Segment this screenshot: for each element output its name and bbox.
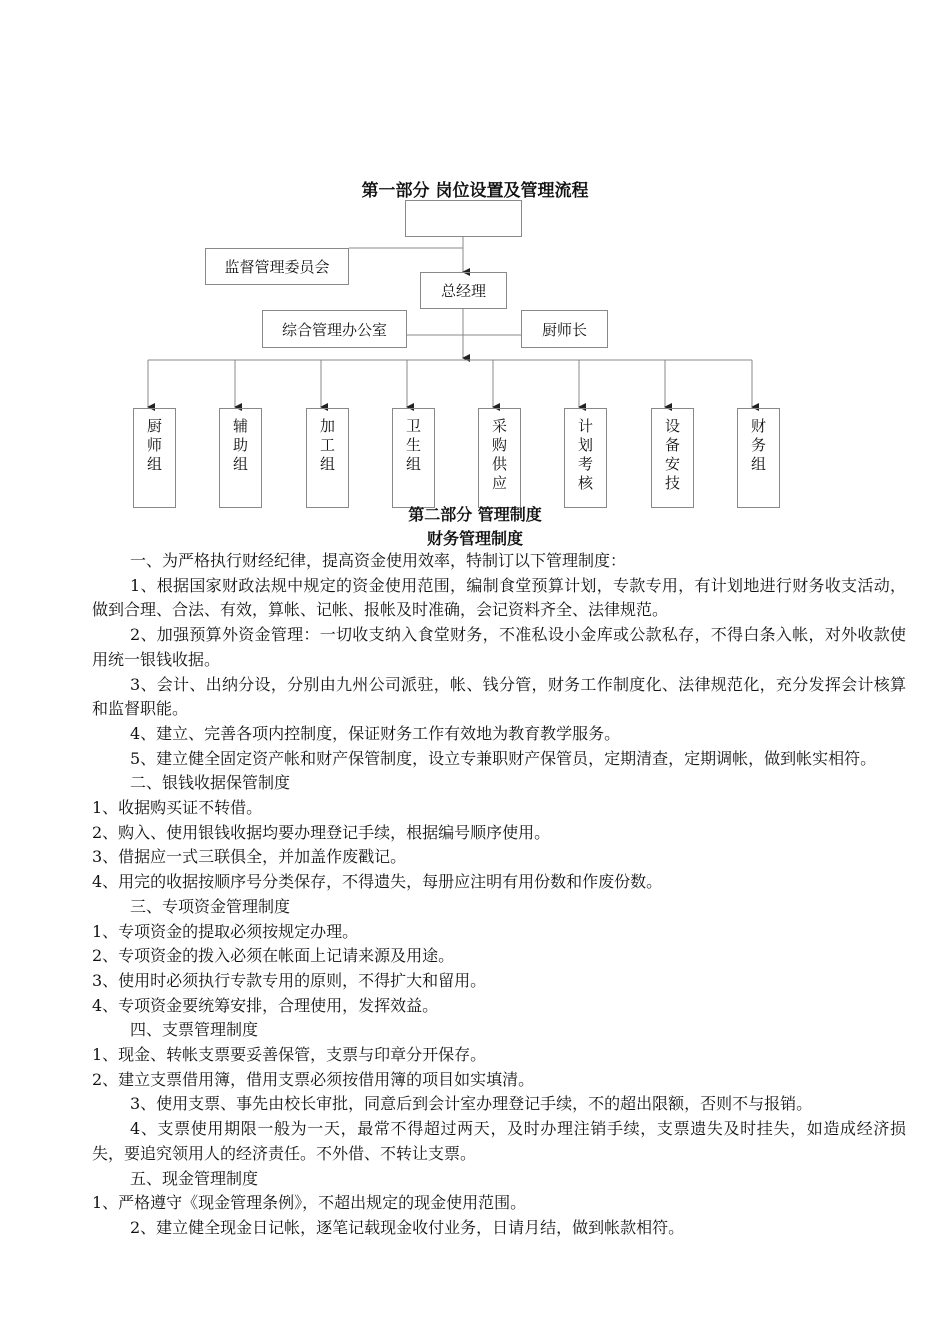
org-group-char: 采 xyxy=(491,417,507,435)
body-paragraph: 2、建立健全现金日记帐，逐笔记载现金收付业务，日请月结，做到帐款相符。 xyxy=(130,1217,685,1237)
body-paragraph: 一、为严格执行财经纪律，提高资金使用效率，特制订以下管理制度： xyxy=(130,551,627,570)
org-group-box xyxy=(737,408,780,508)
body-paragraph: 1、现金、转帐支票要妥善保管，支票与印章分开保存。 xyxy=(92,1045,487,1065)
org-group-char: 组 xyxy=(319,455,335,473)
org-group-char: 计 xyxy=(577,417,593,435)
finance-title: 财务管理制度 xyxy=(426,529,523,548)
org-office-box: 综合管理办公室 xyxy=(262,310,407,348)
org-group-char: 务 xyxy=(750,436,766,454)
org-group-box xyxy=(564,408,607,508)
org-group-char: 辅 xyxy=(232,417,248,435)
org-group-char: 考 xyxy=(577,455,593,473)
org-group-char: 组 xyxy=(405,455,421,473)
org-group-char: 技 xyxy=(664,474,680,492)
body-paragraph: 2、加强预算外资金管理：一切收支纳入食堂财务，不准私设小金库或公款私存，不得白条入帐，对外收款使用统一银钱收据。 xyxy=(92,625,906,669)
body-paragraph: 2、建立支票借用簿，借用支票必须按借用簿的项目如实填清。 xyxy=(92,1069,535,1089)
body-paragraph: 二、银钱收据保管制度 xyxy=(130,773,291,793)
body-paragraph: 四、支票管理制度 xyxy=(130,1020,259,1040)
body-paragraph: 3、使用时必须执行专款专用的原则，不得扩大和留用。 xyxy=(92,970,487,990)
org-group-box xyxy=(392,408,435,508)
body-paragraph: 4、专项资金要统筹安排，合理使用，发挥效益。 xyxy=(92,995,439,1015)
body-paragraph: 4、用完的收据按顺序号分类保存，不得遗失，每册应注明有用份数和作废份数。 xyxy=(92,872,663,892)
part1-title: 第一部分 岗位设置及管理流程 xyxy=(361,181,589,201)
org-group-box xyxy=(133,408,176,508)
body-paragraph: 3、使用支票、事先由校长审批，同意后到会计室办理登记手续，不的超出限额，否则不与报销。 xyxy=(130,1094,813,1114)
org-gm-box: 总经理 xyxy=(420,272,507,309)
org-group-char: 核 xyxy=(577,474,593,492)
org-group-char: 安 xyxy=(664,455,680,473)
body-paragraph: 1、根据国家财政法规中规定的资金使用范围，编制食堂预算计划，专款专用，有计划地进行财务收支活动，做到合理、合法、有效，算帐、记帐、报帐及时准确，会记资料齐全、法律规范。 xyxy=(92,575,906,620)
org-group-char: 组 xyxy=(232,455,248,473)
org-chef-box: 厨师长 xyxy=(521,310,608,348)
org-group-char: 师 xyxy=(146,436,162,454)
org-group-char: 加 xyxy=(319,417,335,435)
org-group-char: 厨 xyxy=(146,417,162,435)
document-body xyxy=(92,549,906,1241)
org-group-char: 应 xyxy=(491,474,507,492)
org-group-char: 设 xyxy=(664,417,680,435)
org-group-box xyxy=(478,408,521,508)
body-paragraph: 1、专项资金的提取必须按规定办理。 xyxy=(92,921,359,941)
org-group-char: 划 xyxy=(577,436,593,454)
body-paragraph: 5、建立健全固定资产帐和财产保管制度，设立专兼职财产保管员，定期清查，定期调帐，做到帐实相符。 xyxy=(130,748,877,768)
org-group-char: 备 xyxy=(664,436,680,454)
body-paragraph: 1、收据购买证不转借。 xyxy=(92,798,263,818)
body-paragraph: 1、严格遵守《现金管理条例》，不超出规定的现金使用范围。 xyxy=(92,1193,527,1213)
body-paragraph: 3、借据应一式三联俱全，并加盖作废戳记。 xyxy=(92,847,407,867)
org-group-box xyxy=(651,408,694,508)
body-paragraph: 三、专项资金管理制度 xyxy=(130,896,291,916)
org-group-char: 供 xyxy=(491,455,507,473)
org-group-char: 组 xyxy=(146,455,162,473)
org-group-char: 生 xyxy=(405,436,421,454)
org-group-char: 财 xyxy=(750,417,766,435)
org-group-box xyxy=(306,408,349,508)
org-group-char: 工 xyxy=(319,436,335,454)
org-group-char: 购 xyxy=(491,436,507,454)
body-paragraph: 3、会计、出纳分设，分别由九州公司派驻，帐、钱分管，财务工作制度化、法律规范化，充分发挥会计核算和监督职能。 xyxy=(92,674,906,719)
body-paragraph: 2、购入、使用银钱收据均要办理登记手续，根据编号顺序使用。 xyxy=(92,822,551,842)
body-paragraph: 4、建立、完善各项内控制度，保证财务工作有效地为教育教学服务。 xyxy=(130,723,621,743)
part2-title: 第二部分 管理制度 xyxy=(408,505,542,524)
org-top-blank-box xyxy=(405,200,522,237)
org-group-char: 卫 xyxy=(405,417,421,435)
org-group-box xyxy=(219,408,262,508)
body-paragraph: 五、现金管理制度 xyxy=(130,1168,259,1188)
org-group-char: 助 xyxy=(232,436,248,454)
body-paragraph: 4、支票使用期限一般为一天，最常不得超过两天，及时办理注销手续，支票遗失及时挂失，如造成经济损失，要追究领用人的经济责任。不外借、不转让支票。 xyxy=(92,1119,906,1163)
org-committee-box: 监督管理委员会 xyxy=(205,248,349,285)
body-paragraph: 2、专项资金的拨入必须在帐面上记请来源及用途。 xyxy=(92,946,455,966)
org-group-char: 组 xyxy=(750,455,766,473)
